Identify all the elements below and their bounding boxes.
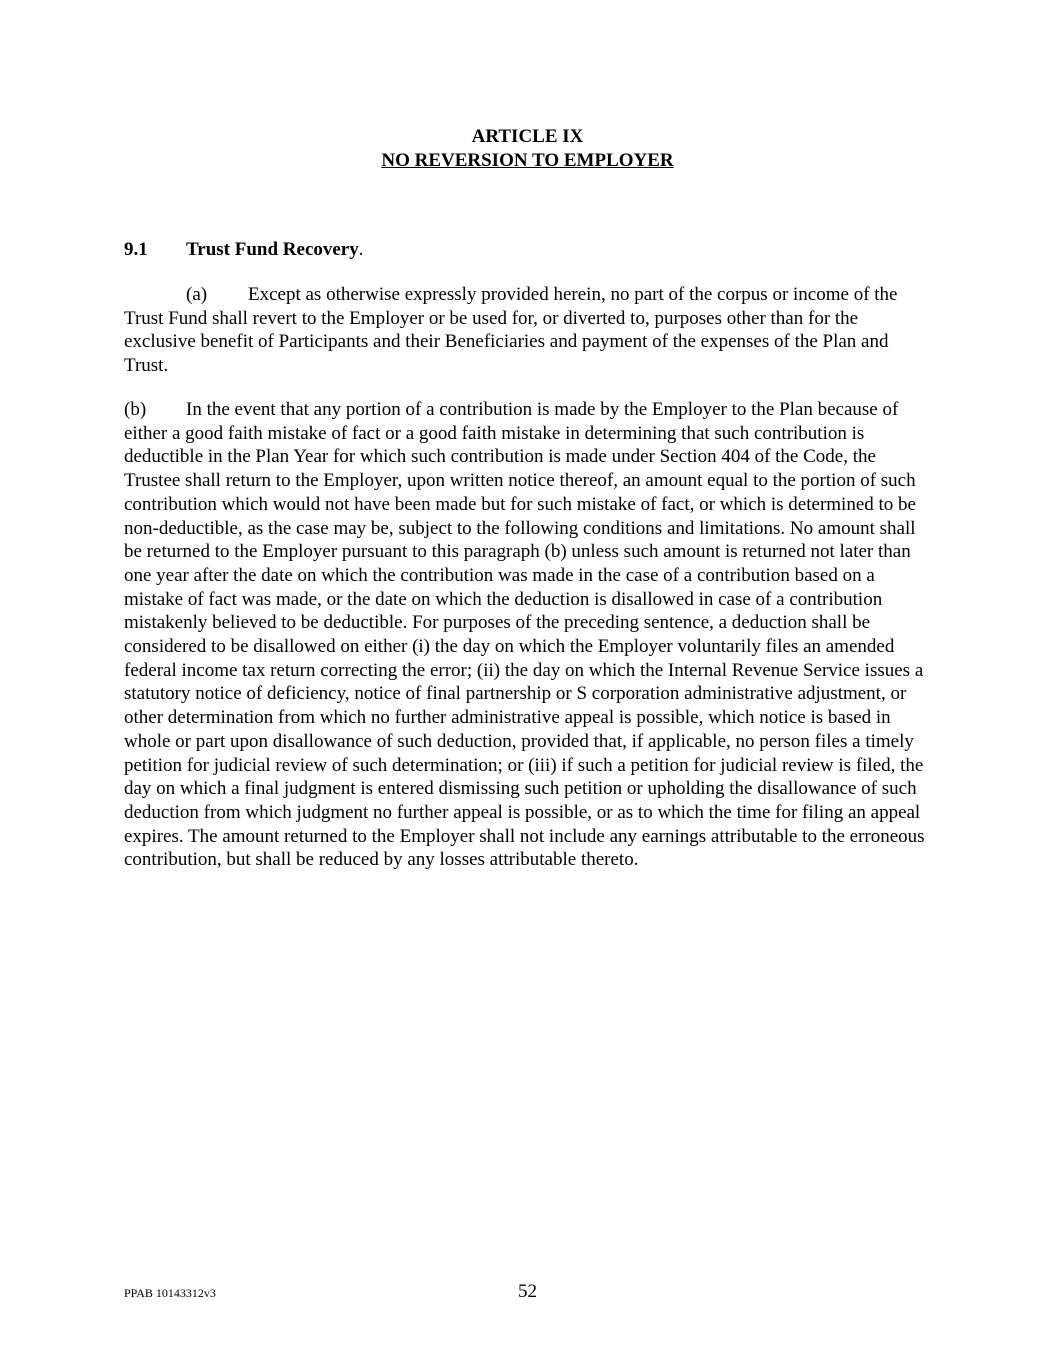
section-title-punct: .: [358, 239, 364, 260]
section-number: 9.1: [124, 239, 148, 260]
paragraph-a-text: Except as otherwise expressly provided herein, no part of the corpus or income of the Trust Fund shall revert to the Employer or be used for, or diverted to, purposes other than for the exclusive benefit of Participants and their Beneficiaries and payment of the expenses of the Plan and Trust.: [124, 284, 898, 377]
article-header: [0, 125, 1055, 173]
paragraph-a-label: (a): [186, 284, 208, 305]
section-heading: [124, 238, 364, 262]
paragraph-b: [124, 398, 934, 872]
paragraph-b-text: In the event that any portion of a contribution is made by the Employer to the Plan because of either a good faith mistake of fact or a good faith mistake in determining that such contribution is deductible in the Plan Year for which such contribution is made under Section 404 of the Code, the Trustee shall return to the Employer, upon written notice thereof, an amount equal to the portion of such contribution which would not have been made but for such mistake of fact, or which is determined to be non-deductible, as the case may be, subject to the following conditions and limitations. No amount shall be returned to the Employer pursuant to this paragraph (b) unless such amount is returned not later than one year after the date on which the contribution was made in the case of a contribution based on a mistake of fact was made, or the date on which the deduction is disallowed in case of a contribution mistakenly believed to be deductible. For purposes of the preceding sentence, a deduction shall be considered to be disallowed on either (i) the day on which the Employer voluntarily files an amended federal income tax return correcting the error; (ii) the day on which the Internal Revenue Service issues a statutory notice of deficiency, notice of final partnership or S corporation administrative adjustment, or other determination from which no further administrative appeal is possible, which notice is based in whole or part upon disallowance of such deduction, provided that, if applicable, no person files a timely petition for judicial review of such determination; or (iii) if such a petition for judicial review is filed, the day on which a final judgment is entered dismissing such petition or upholding the disallowance of such deduction from which judgment no further appeal is possible, or as to which the time for filing an appeal expires. The amount returned to the Employer shall not include any earnings attributable to the erroneous contribution, but shall be reduced by any losses attributable thereto.: [124, 399, 925, 871]
article-title: NO REVERSION TO EMPLOYER: [381, 150, 674, 171]
paragraph-b-label: (b): [124, 399, 147, 420]
article-number: ARTICLE IX: [471, 126, 584, 147]
paragraph-a: [124, 283, 934, 378]
footer-document-id: PPAB 10143312v3: [124, 1286, 216, 1300]
page-number: 52: [518, 1281, 537, 1302]
section-title: Trust Fund Recovery: [186, 239, 359, 260]
